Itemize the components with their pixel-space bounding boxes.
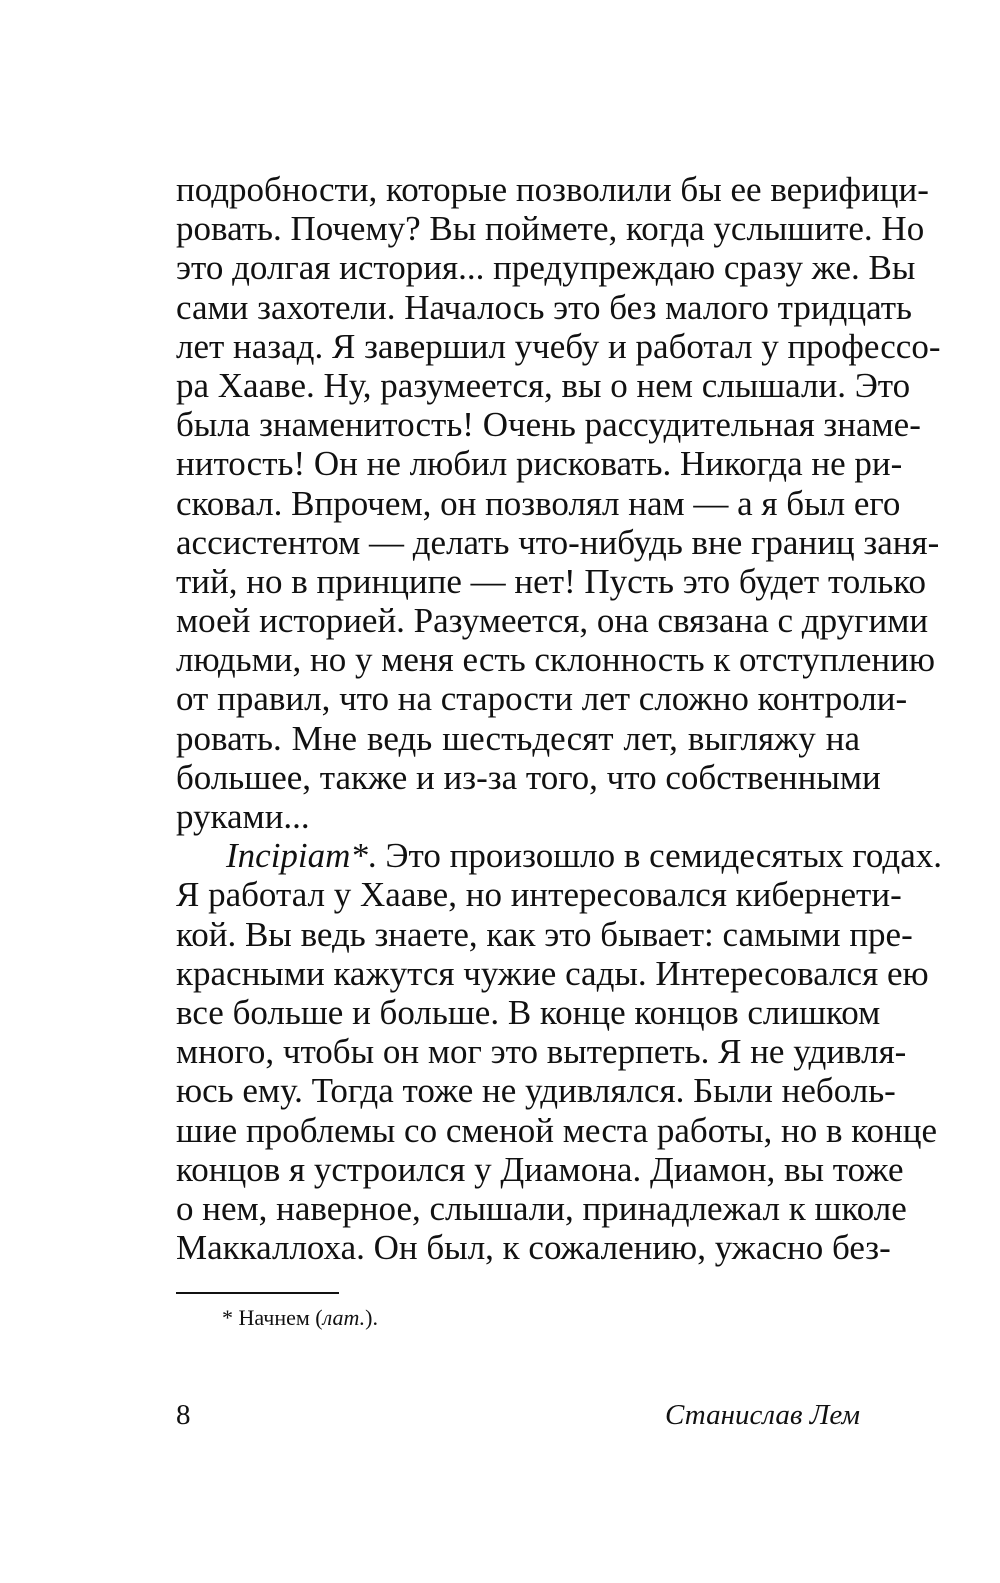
text-line: ассистентом — делать что-нибудь вне границ заня- — [176, 522, 940, 562]
text-line: это долгая история... предупреждаю сразу же. Вы — [176, 248, 916, 288]
text-line: красными кажутся чужие сады. Интересовался ею — [176, 953, 929, 993]
footnote-prefix: * Начнем ( — [222, 1305, 323, 1330]
main-text — [176, 170, 942, 1268]
text-line: концов я устроился у Диамона. Диамон, вы тоже — [176, 1149, 904, 1189]
text-line: ра Хааве. Ну, разумеется, вы о нем слышали. Это — [176, 365, 911, 405]
text-line: моей историей. Разумеется, она связана с другими — [176, 601, 929, 641]
footnote — [222, 1305, 378, 1331]
text-line: нитость! Он не любил рисковать. Никогда не ри- — [176, 444, 903, 484]
paragraph-first-line — [176, 836, 942, 876]
text-line: ровать. Почему? Вы поймете, когда услышите. Но — [176, 209, 925, 249]
text-line: была знаменитость! Очень рассудительная знаме- — [176, 405, 921, 445]
page-number: 8 — [176, 1399, 191, 1431]
text-line: ровать. Мне ведь шестьдесят лет, выгляжу на — [176, 718, 860, 758]
latin-word: Incipiam* — [226, 836, 368, 876]
text-line: Маккаллоха. Он был, к сожалению, ужасно без- — [176, 1228, 891, 1268]
text-line: кой. Вы ведь знаете, как это бывает: самыми пре- — [176, 914, 913, 954]
first-line-rest: . Это произошло в семидесятых годах. — [367, 836, 942, 876]
text-line: руками... — [176, 797, 310, 836]
text-line: о нем, наверное, слышали, принадлежал к школе — [176, 1188, 907, 1228]
text-line: Я работал у Хааве, но интересовался кибернети- — [176, 875, 902, 915]
text-line: все больше и больше. В конце концов слишком — [176, 992, 881, 1032]
author-name: Станислав Лем — [665, 1399, 860, 1431]
text-line: сковал. Впрочем, он позволял нам — а я был его — [176, 483, 901, 523]
text-line: большее, также и из-за того, что собственными — [176, 757, 881, 797]
footnote-italic: лат. — [322, 1305, 366, 1330]
text-line: шие проблемы со сменой места работы, но в конце — [176, 1110, 938, 1150]
text-line: юсь ему. Тогда тоже не удивлялся. Были неболь- — [176, 1071, 896, 1111]
footnote-suffix: ). — [365, 1305, 378, 1330]
text-line: лет назад. Я завершил учебу и работал у профессо- — [176, 326, 941, 366]
text-line: тий, но в принципе — нет! Пусть это будет только — [176, 561, 927, 601]
text-line: много, чтобы он мог это вытерпеть. Я не удивля- — [176, 1032, 907, 1072]
text-line: от правил, что на старости лет сложно контроли- — [176, 679, 908, 719]
footnote-divider — [176, 1292, 339, 1294]
text-line: сами захотели. Началось это без малого тридцать — [176, 287, 912, 327]
text-line: людьми, но у меня есть склонность к отступлению — [176, 640, 936, 680]
text-line: подробности, которые позволили бы ее верифици- — [176, 170, 929, 209]
